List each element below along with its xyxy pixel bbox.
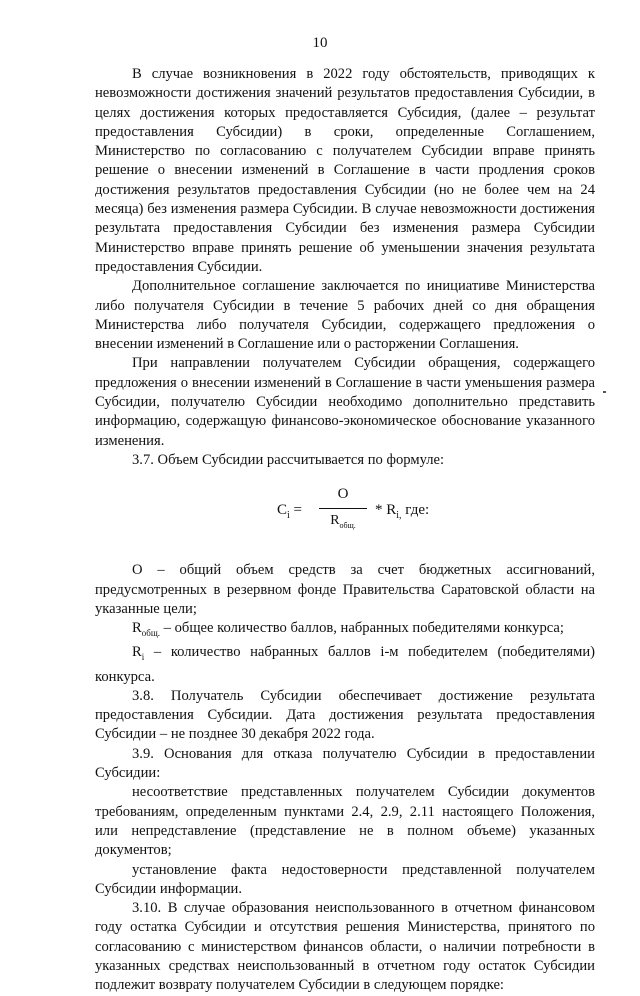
paragraph-reduction-request: При направлении получателем Субсидии обращения, содержащего предложения о внесении изменений в Соглашение в части уменьшения размера Субсидии, получателю Субсидии необходимо дополнительно представить информацию, содержащую финансово-экономическое обоснование указанного изменения. xyxy=(95,355,595,449)
definition-o: О – общий объем средств за счет бюджетных ассигнований, предусмотренных в резервном фонде Правительства Саратовской области на указанные цели; xyxy=(95,562,595,617)
formula-fraction xyxy=(319,485,367,534)
definition-r-i: $R_i$ – количество набранных баллов i-м победителем (победителями) конкурса. xyxy=(95,644,595,685)
subsidy-formula xyxy=(95,481,595,541)
paragraph-refusal-ground-1: несоответствие представленных получателем Субсидии документов требованиям, определенным пунктами 2.4, 2.9, 2.11 настоящего Положения, или непредставление (представление не в полном объеме) указанных документов; xyxy=(95,784,595,859)
fraction-bar xyxy=(319,508,367,509)
formula-denominator: $R_{общ.}$ xyxy=(330,512,356,530)
paragraph-3-7: 3.7. Объем Субсидии рассчитывается по формуле: xyxy=(132,451,445,468)
definition-r-total: $R_{общ.}$ – общее количество баллов, набранных победителями конкурса; xyxy=(132,620,564,639)
document-body xyxy=(95,65,595,996)
paragraph-3-9: 3.9. Основания для отказа получателю Субсидии в предоставлении Субсидии: xyxy=(95,745,595,782)
paragraph-results-change: В случае возникновения в 2022 году обстоятельств, приводящих к невозможности достижения значений результатов предоставления Субсидии, в целях достижения которых предоставляется Субсидия, (далее – результат предоставления Субсидии) в сроки, определенные Соглашением, Министерство по согласованию с получателем Субсидии вправе принять решение о внесении изменений в Соглашение в части продления сроков достижения результатов предоставления Субсидии (но не более чем на 24 месяца) без изменения размера Субсидии. В случае невозможности достижения результата предоставления Субсидии без изменения размера Субсидии Министерство вправе принять решение об уменьшении значения результата предоставления Субсидии. xyxy=(95,66,595,275)
paragraph-3-10: 3.10. В случае образования неиспользованного в отчетном финансовом году остатка Субсидии и отсутствия решения Министерства, принятого по согласованию с министерством финансов области, о наличии потребности в указанных средствах неиспользованный в отчетном году остаток Субсидии подлежит возврату получателем Субсидии в следующем порядке: xyxy=(95,900,595,994)
scan-speck xyxy=(603,391,606,393)
paragraph-refusal-ground-2: установление факта недостоверности представленной получателем Субсидии информации. xyxy=(95,861,595,897)
formula-numerator: O xyxy=(337,486,349,503)
formula-lhs: $C_i$ = xyxy=(277,502,303,522)
paragraph-additional-agreement: Дополнительное соглашение заключается по инициативе Министерства либо получателя Субсидии в течение 5 рабочих дней со дня обращения Министерства либо получателя Субсидии, содержащего предложения о внесении изменений в Соглашение или о расторжении Соглашения. xyxy=(95,278,595,353)
paragraph-3-8: 3.8. Получатель Субсидии обеспечивает достижение результата предоставления Субсидии. Дата достижения результата предоставления Субсидии – не позднее 30 декабря 2022 года. xyxy=(95,687,595,743)
page-number: 10 xyxy=(312,35,328,51)
formula-rhs: * $R_{i,}$ где: xyxy=(375,502,430,522)
